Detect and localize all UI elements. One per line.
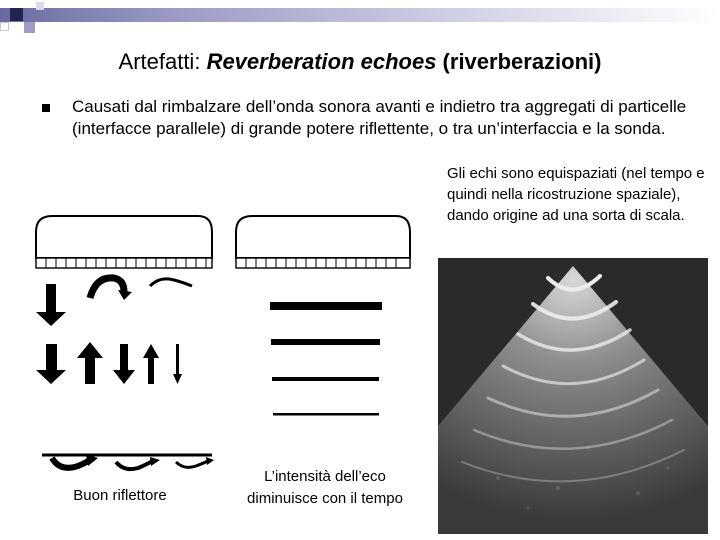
slide-title <box>0 48 720 76</box>
echo-bar <box>271 339 380 345</box>
curved-arrow-icon <box>206 457 214 465</box>
ultrasound-image <box>438 258 708 534</box>
down-arrow-icon <box>36 344 66 384</box>
echo-bar <box>272 377 379 381</box>
caption-good-reflector: Buon riflettore <box>73 487 167 504</box>
down-arrow-icon <box>36 284 66 326</box>
curved-arrow-icon <box>176 460 210 467</box>
transducer-probe-left <box>36 216 212 268</box>
side-note: Gli echi sono equispaziati (nel tempo e quindi nella ricostruzione spaziale), dando origine ad una sorta di scala. <box>447 165 705 224</box>
up-arrow-icon <box>143 344 159 384</box>
echo-bar <box>273 413 379 416</box>
bullet-text: Causati dal rimbalzare dell’onda sonora avanti e indietro tra aggregati di particelle (interfacce parallele) di grande potere riflettente, o tra un’interfaccia e la sonda. <box>72 97 687 138</box>
down-arrow-icon <box>173 344 182 384</box>
curved-arrow-icon <box>90 278 124 298</box>
decor-square <box>10 8 23 21</box>
title-prefix: Artefatti: <box>118 49 207 74</box>
curved-arrow-icon <box>118 290 132 300</box>
curved-arrow-icon <box>52 458 92 468</box>
transducer-probe-right <box>236 216 410 268</box>
curved-arrow-icon <box>150 457 160 466</box>
decor-square <box>24 22 35 33</box>
title-suffix: (riverberazioni) <box>436 49 602 74</box>
title-emphasis: Reverberation echoes <box>206 49 437 74</box>
curved-arrow-icon <box>116 460 154 469</box>
square-bullet-icon <box>42 104 50 112</box>
down-arrow-icon <box>113 344 135 384</box>
decor-square <box>0 22 9 31</box>
caption-echo-intensity: L’intensità dell’eco diminuisce con il tempo <box>247 468 403 507</box>
curved-arrow-icon <box>150 279 192 286</box>
up-arrow-icon <box>77 342 103 384</box>
header-gradient-band <box>0 8 720 22</box>
echo-bar <box>270 302 382 310</box>
decor-square <box>36 2 44 10</box>
reverberation-diagram <box>0 200 440 490</box>
